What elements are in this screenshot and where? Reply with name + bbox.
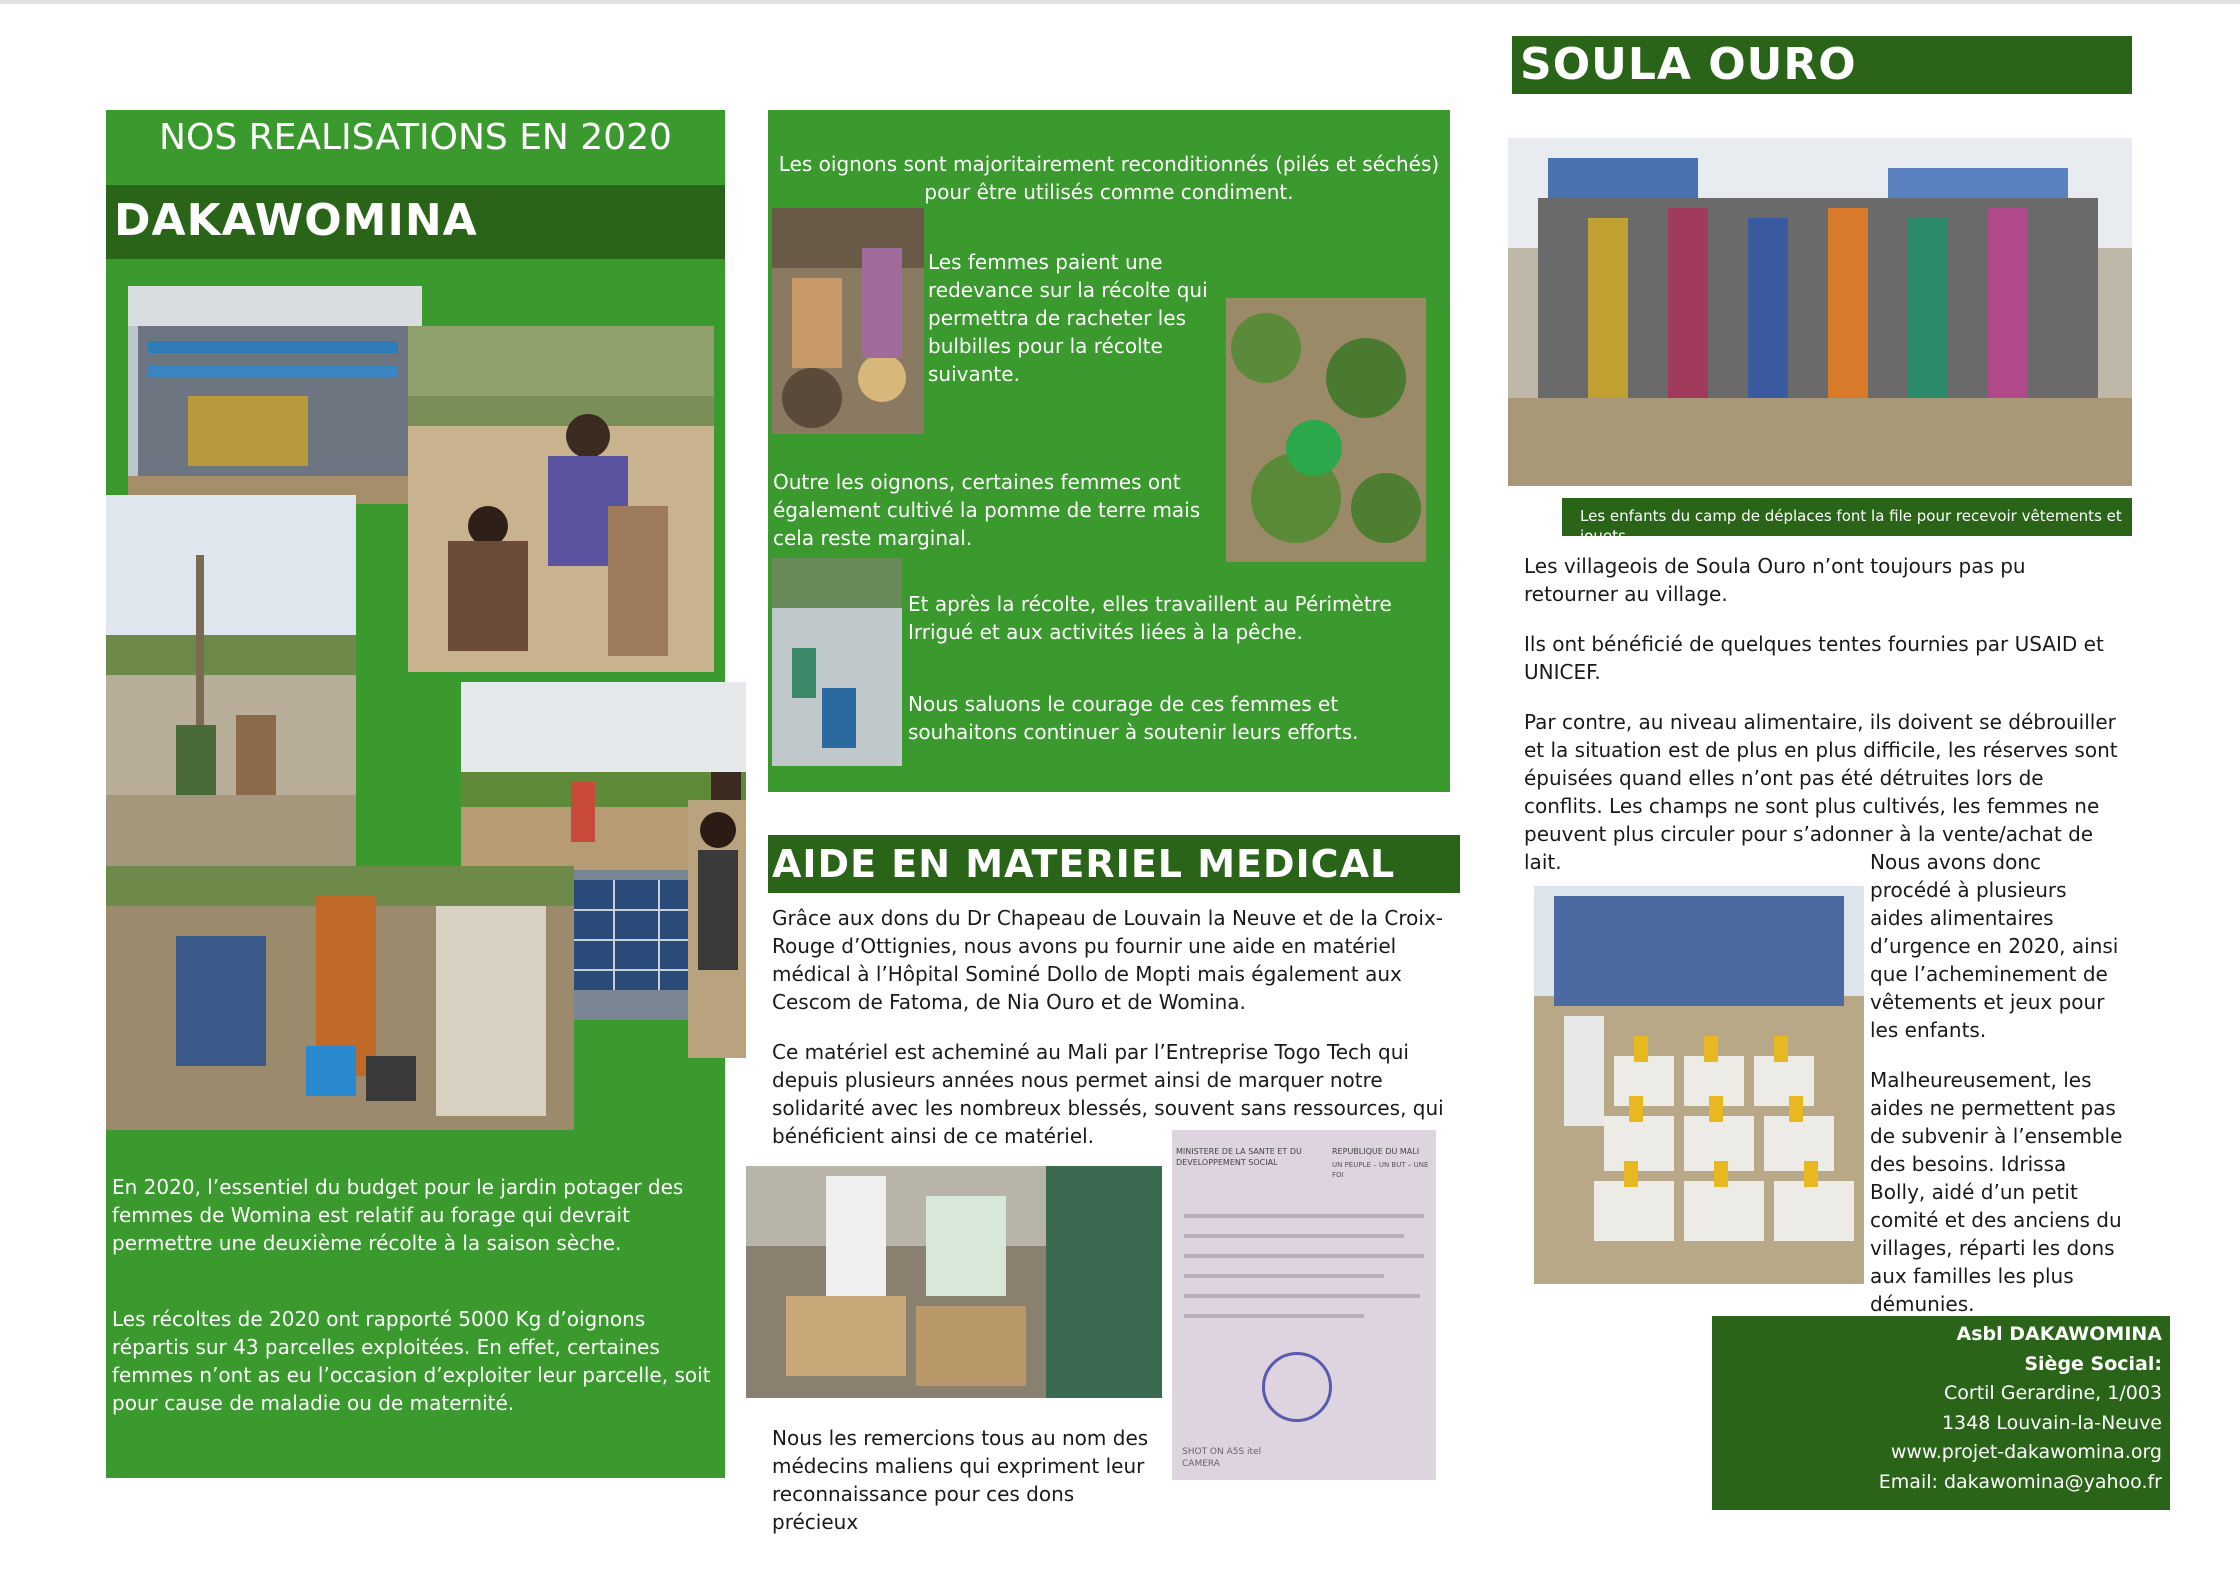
remerciements-text: Nous les remercions tous au nom des médecins maliens qui expriment leur reconnaissance pour ces dons précieux	[772, 1426, 1149, 1534]
dakawomina-title: DAKAWOMINA	[114, 195, 478, 246]
photo-medical-supplies	[746, 1166, 1162, 1398]
medical-togo-paragraph: Ce matériel est acheminé au Mali par l’Entreprise Togo Tech qui depuis plusieurs années nous permet ainsi de marquer notre solidarité avec les nombreux blessés, souvent sans ressources, qui bénéficient ainsi de ce matériel.	[772, 1040, 1444, 1148]
photo-water-collection	[106, 866, 574, 1130]
photo-children-queue	[1508, 138, 2132, 486]
photo-well-workers	[106, 495, 356, 870]
contact-street: Cortil Gerardine, 1/003	[1944, 1382, 2162, 1404]
soula-alimentaire-paragraph: Par contre, au niveau alimentaire, ils doivent se débrouiller et la situation est de plus en plus difficile, les réserves sont épuisées quand elles n’ont pas été détruites lors de conflits. Les champs ne sont plus cultivés, les femmes ne peuvent plus circuler pour s’adonner à la vente/achat de lait.	[1524, 710, 2118, 874]
photo-men-digging	[408, 326, 714, 672]
aides-besoins-paragraph: Malheureusement, les aides ne permettent pas de subvenir à l’ensemble des besoins. Idrissa Bolly, aidé d’un petit comité et des anciens du villages, réparti les dons aux familles les plus démunies.	[1870, 1068, 2123, 1316]
photo-caption-bar	[1562, 498, 2132, 545]
perimetre-text: Et après la récolte, elles travaillent au Périmètre Irrigué et aux activités liées à la pêche.	[908, 592, 1392, 644]
page-top-border	[0, 0, 2240, 4]
pomme-text: Outre les oignons, certaines femmes ont également cultivé la pomme de terre mais cela reste marginal.	[773, 470, 1201, 550]
photo-pump-truck	[128, 286, 422, 504]
aides-text	[1870, 848, 2126, 1340]
courage-text: Nous saluons le courage de ces femmes et souhaitons continuer à soutenir leurs efforts.	[908, 692, 1359, 744]
photo-boy-standing	[688, 800, 746, 1058]
photo-onion-preparation	[772, 208, 924, 434]
contact-siege: Siège Social:	[2024, 1352, 2162, 1375]
letter-motto: UN PEUPLE – UN BUT – UNE FOI	[1332, 1161, 1429, 1179]
contact-info	[1879, 1320, 2162, 1497]
letter-document-photo	[1172, 1130, 1436, 1480]
letter-stamp	[1262, 1352, 1332, 1422]
contact-city: 1348 Louvain-la-Neuve	[1941, 1411, 2162, 1434]
photo-caption: Les enfants du camp de déplaces font la file pour recevoir vêtements et jouets	[1580, 507, 2122, 545]
letter-republic: REPUBLIQUE DU MALI	[1332, 1147, 1420, 1156]
photo-food-aid-sacks	[1534, 886, 1864, 1284]
soula-villageois-paragraph: Les villageois de Soula Ouro n’ont toujours pas pu retourner au village.	[1524, 554, 2026, 606]
medical-title-bar	[768, 835, 1460, 893]
contact-org: Asbl DAKAWOMINA	[1956, 1323, 2162, 1345]
contact-website-link[interactable]: www.projet-dakawomina.org	[1890, 1441, 2162, 1463]
photo-rice-field	[772, 558, 902, 766]
forage-paragraph: En 2020, l’essentiel du budget pour le jardin potager des femmes de Womina est relatif au forage qui devrait permettre une deuxième récolte à la saison sèche.	[112, 1175, 684, 1255]
letter-ministry: MINISTERE DE LA SANTE ET DU DEVELOPPEMENT SOCIAL	[1176, 1147, 1302, 1167]
dakawomina-title-bar	[106, 185, 725, 259]
recoltes-paragraph: Les récoltes de 2020 ont rapporté 5000 Kg d’oignons répartis sur 43 parcelles exploitées. En effet, certaines femmes n’ont as eu l’occasion d’exploiter leur parcelle, soit pour cause de maladie ou de maternité.	[112, 1307, 711, 1415]
photo-potato-plants	[1226, 298, 1426, 562]
redevance-text: Les femmes paient une redevance sur la récolte qui permettra de racheter les bulbilles pour la récolte suivante.	[928, 250, 1208, 386]
medical-title: AIDE EN MATERIEL MEDICAL	[772, 842, 1396, 886]
soula-title-bar	[1512, 36, 2132, 94]
soula-title: SOULA OURO	[1520, 39, 1857, 90]
section-header: NOS REALISATIONS EN 2020	[159, 117, 672, 158]
aides-urgence-paragraph: Nous avons donc procédé à plusieurs aides alimentaires d’urgence en 2020, ainsi que l’acheminement de vêtements et jeux pour les enfants.	[1870, 850, 2119, 1042]
letter-camera-watermark: SHOT ON A5S itel CAMERA	[1182, 1447, 1262, 1469]
soula-tentes-paragraph: Ils ont bénéficié de quelques tentes fournies par USAID et UNICEF.	[1524, 632, 2104, 684]
contact-box	[1712, 1316, 2170, 1510]
soula-text	[1524, 552, 2122, 898]
contact-email-link[interactable]: Email: dakawomina@yahoo.fr	[1878, 1470, 2162, 1493]
dakawomina-text	[112, 1173, 712, 1439]
oignons-text: Les oignons sont majoritairement reconditionnés (pilés et séchés) pour être utilisés comme condiment.	[778, 152, 1440, 204]
medical-dons-paragraph: Grâce aux dons du Dr Chapeau de Louvain la Neuve et de la Croix-Rouge d’Ottignies, nous avons pu fournir une aide en matériel médical à l’Hôpital Sominé Dollo de Mopti mais également aux Cescom de Fatoma, de Nia Ouro et de Womina.	[772, 906, 1444, 1014]
